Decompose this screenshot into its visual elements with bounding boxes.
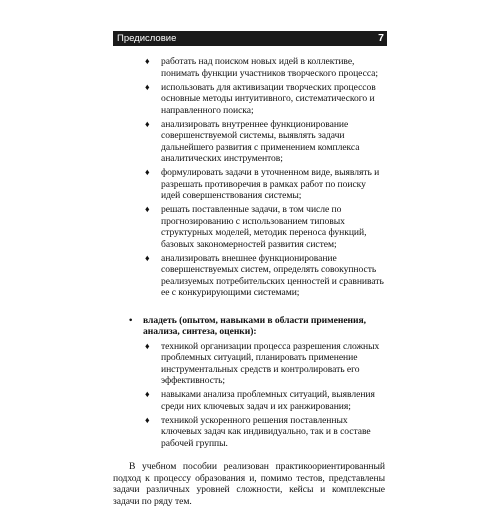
main-list-item-text: владеть (опытом, навыками в области применения, анализа, синтеза, оценки): bbox=[143, 314, 366, 337]
list-item: ♦ навыками анализа проблемных ситуаций, выявления среди них ключевых задач и их ранжирования; bbox=[113, 389, 385, 412]
list-item: ♦ использовать для активизации творческих процессов основные методы интуитивного, систематического и направленного поиска; bbox=[113, 82, 385, 117]
mastery-list bbox=[113, 341, 385, 450]
list-item: ♦ работать над поиском новых идей в коллективе, понимать функции участников творческого процесса; bbox=[113, 56, 385, 79]
main-list-item bbox=[113, 315, 385, 338]
list-item: ♦ формулировать задачи в уточненном виде, выявлять и разрешать противоречия в рамках работ по поиску идей совершенствования системы; bbox=[113, 167, 385, 202]
list-item: ♦ техникой организации процесса разрешения сложных проблемных ситуаций, планировать применение инструментальных средств и контролировать его эффективность; bbox=[113, 341, 385, 387]
closing-paragraph: В учебном пособии реализован практикоориентированный подход к процессу образования и, помимо тестов, представлены задачи различных уровней сложности, кейсы и комплексные задачи по ряду тем. bbox=[113, 461, 385, 507]
bullet-icon: • bbox=[129, 314, 133, 326]
list-item: ♦ решать поставленные задачи, в том числе по прогнозированию с использованием типовых структурных моделей, методик переноса функций, базовых закономерностей развития систем; bbox=[113, 204, 385, 250]
page-number: 7 bbox=[378, 32, 384, 44]
list-item: ♦ анализировать внутреннее функционирование совершенствуемой системы, выявлять задачи дальнейшего развития с применением комплекса аналитических инструментов; bbox=[113, 119, 385, 165]
list-item: ♦ анализировать внешнее функционирование совершенствуемых систем, определять совокупность реализуемых потребительских ценностей и сравнивать ее с конкурирующими системами; bbox=[113, 253, 385, 299]
list-item: ♦ техникой ускоренного решения поставленных ключевых задач как индивидуально, так и в составе рабочей группы. bbox=[113, 415, 385, 450]
skills-list bbox=[113, 56, 385, 299]
section-title: Предисловие bbox=[117, 33, 177, 44]
running-header bbox=[113, 31, 387, 46]
page-content bbox=[113, 56, 385, 517]
